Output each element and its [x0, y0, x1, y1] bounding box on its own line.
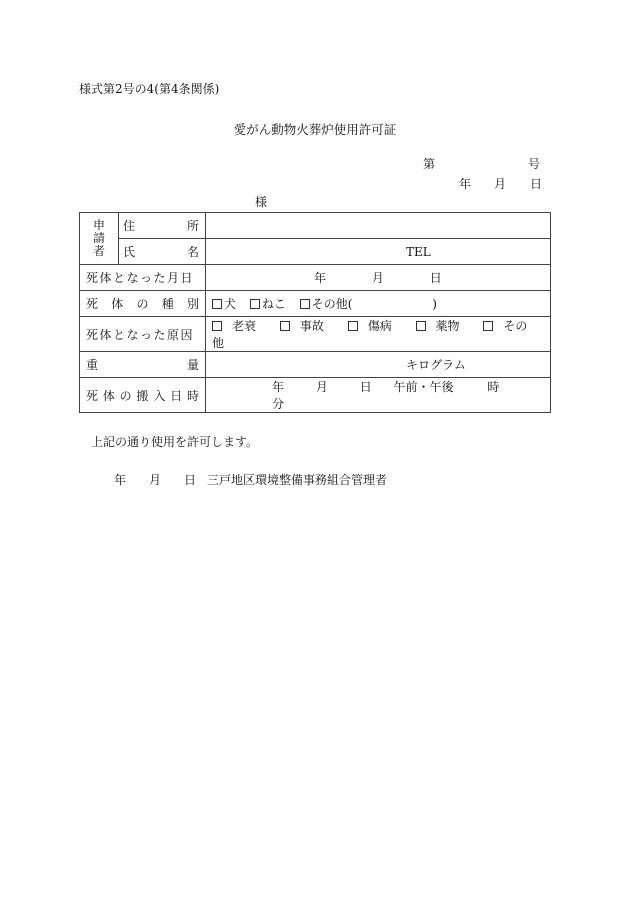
death-date-value: [206, 265, 551, 291]
name-label-char: 氏: [123, 245, 136, 259]
cause-option-label: 事故: [299, 319, 324, 333]
cause-option-drug[interactable]: [416, 319, 470, 333]
cause-option-senility[interactable]: [212, 319, 266, 333]
issue-date-day: 日: [530, 177, 543, 191]
name-value: [206, 239, 551, 265]
issuer-name: 三戸地区環境整備事務組合管理者: [207, 473, 388, 487]
species-other-option[interactable]: [300, 297, 353, 311]
weight-label: [80, 352, 206, 378]
cause-option-label: 老衰: [232, 319, 257, 333]
applicant-char: 請: [92, 231, 105, 245]
cause-option-accident[interactable]: [280, 319, 334, 333]
checkbox-icon[interactable]: [416, 321, 426, 331]
species-cat-label: ねこ: [261, 297, 286, 311]
delivery-label-char: 搬: [136, 388, 149, 403]
address-value: [206, 213, 551, 239]
death-date-day: 日: [429, 271, 442, 285]
applicant-char: 者: [92, 244, 105, 258]
delivery-hour: 時: [487, 380, 500, 394]
checkbox-icon[interactable]: [212, 321, 222, 331]
delivery-row: [80, 378, 551, 413]
footer-date-day: 日: [184, 473, 197, 487]
form-number: 様式第2号の4(第4条関係): [79, 82, 220, 96]
death-date-year: 年: [314, 271, 327, 285]
checkbox-icon[interactable]: [483, 321, 493, 331]
delivery-label-char: 死: [86, 388, 99, 403]
delivery-label-char: の: [119, 388, 132, 403]
delivery-value: [206, 378, 551, 413]
species-label-char: 体: [111, 297, 124, 311]
footer-date-year: 年: [114, 473, 127, 487]
permission-notice: 上記の通り使用を許可します。: [91, 435, 259, 449]
delivery-day: 日: [359, 380, 372, 394]
delivery-label-char: 体: [102, 388, 115, 403]
address-label-char: 住: [123, 219, 136, 233]
cause-option-label: 薬物: [435, 319, 460, 333]
address-label: [119, 213, 206, 239]
weight-value: [206, 352, 551, 378]
species-cat-option[interactable]: [250, 297, 286, 311]
cause-options: [206, 317, 551, 352]
weight-unit: キログラム: [406, 358, 466, 372]
species-other-close: ): [432, 297, 437, 311]
species-label-char: 別: [186, 297, 199, 311]
species-row: [80, 291, 551, 317]
cause-option-label: その他: [212, 319, 528, 350]
delivery-ampm: 午前・午後: [393, 380, 454, 394]
cause-row: [80, 317, 551, 352]
checkbox-icon[interactable]: [300, 299, 310, 309]
delivery-label-char: 時: [186, 388, 199, 403]
species-dog-option[interactable]: [212, 297, 236, 311]
delivery-label-char: 日: [170, 388, 183, 403]
death-date-month: 月: [371, 271, 384, 285]
weight-row: [80, 352, 551, 378]
checkbox-icon[interactable]: [280, 321, 290, 331]
checkbox-icon[interactable]: [348, 321, 358, 331]
checkbox-icon[interactable]: [250, 299, 260, 309]
delivery-year: 年: [272, 380, 285, 394]
name-label-char: 名: [186, 245, 199, 259]
tel-label: TEL: [406, 244, 431, 259]
applicant-char: 申: [92, 218, 105, 232]
doc-number-prefix: 第: [423, 157, 436, 171]
species-label-char: 死: [86, 297, 99, 311]
document-title: 愛がん動物火葬炉使用許可証: [233, 122, 397, 137]
cause-label-text: 死体となった原因: [86, 327, 195, 342]
species-label-char: 種: [161, 297, 174, 311]
species-label-char: の: [136, 297, 149, 311]
issue-date-year: 年: [459, 177, 472, 191]
weight-label-char: 重: [86, 358, 99, 372]
cause-option-illness[interactable]: [348, 319, 402, 333]
delivery-month: 月: [315, 380, 328, 394]
species-dog-label: 犬: [224, 297, 237, 311]
cause-label: [80, 317, 206, 352]
address-row: [80, 213, 551, 239]
address-label-char: 所: [186, 219, 199, 233]
doc-number-suffix: 号: [528, 157, 541, 171]
species-options: [206, 291, 551, 317]
delivery-minute: 分: [272, 397, 285, 411]
delivery-label-char: 入: [153, 388, 166, 403]
species-other-label: その他(: [311, 297, 353, 311]
name-label: [119, 239, 206, 265]
addressee-honorific: 様: [255, 195, 268, 209]
species-label: [80, 291, 206, 317]
death-date-label-text: 死体となった月日: [86, 271, 195, 285]
name-row: [80, 239, 551, 265]
death-date-label: [80, 265, 206, 291]
issue-date-month: 月: [494, 177, 507, 191]
death-date-row: [80, 265, 551, 291]
weight-label-char: 量: [186, 358, 199, 372]
cause-option-label: 傷病: [367, 319, 392, 333]
checkbox-icon[interactable]: [212, 299, 222, 309]
delivery-label: [80, 378, 206, 413]
footer-date-month: 月: [149, 473, 162, 487]
application-table: [79, 212, 551, 413]
applicant-label: [80, 213, 119, 265]
